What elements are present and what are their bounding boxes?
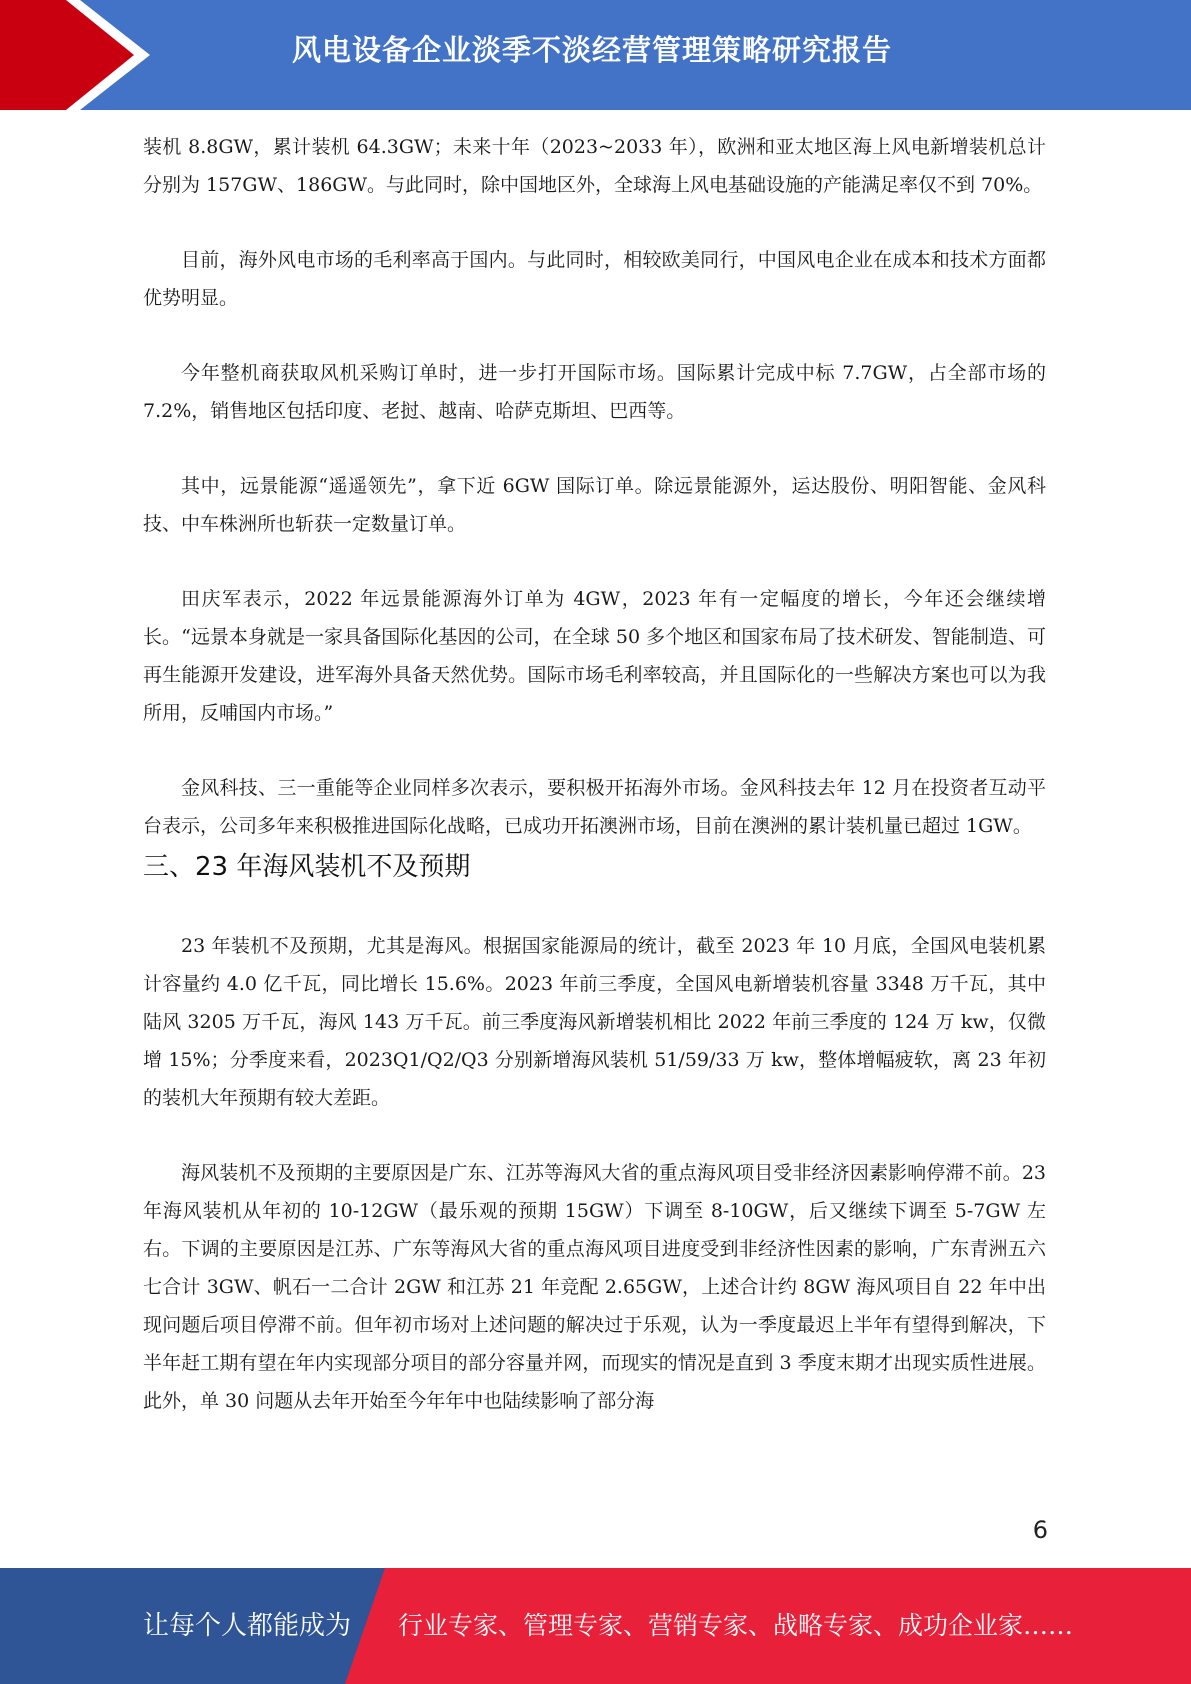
- paragraph-1: 装机 8.8GW，累计装机 64.3GW；未来十年（2023~2033 年），欧洲和亚太地区海上风电新增装机总计分别为 157GW、186GW。与此同时，除中国地区外，全球海上风电基础设施的产能满足率仅不到 70%。: [143, 136, 1046, 196]
- section-heading: 三、23 年海风装机不及预期: [143, 852, 471, 882]
- paragraph-7: 23 年装机不及预期，尤其是海风。根据国家能源局的统计，截至 2023 年 10 月底，全国风电装机累计容量约 4.0 亿千瓦，同比增长 15.6%。2023 年前三季度，全国风电新增装机容量 3348 万千瓦，其中陆风 3205 万千瓦，海风 143 万千瓦。前三季度海风新增装机相比 2022 年前三季度的 124 万 kw，仅微增 15%；分季度来看，2023Q1/Q2/Q3 分别新增海风装机 51/59/33 万 kw，整体增幅疲软，离 23 年初的装机大年预期有较大差距。: [143, 935, 1046, 1109]
- footer-slogan-right: 行业专家、管理专家、营销专家、战略专家、成功企业家……: [398, 1611, 1074, 1640]
- main-content: [143, 128, 1046, 1457]
- page-header: [0, 0, 1191, 110]
- paragraph-3: 今年整机商获取风机采购订单时，进一步打开国际市场。国际累计完成中标 7.7GW，占全部市场的 7.2%，销售地区包括印度、老挝、越南、哈萨克斯坦、巴西等。: [143, 362, 1046, 422]
- page-number: 6: [1032, 1516, 1048, 1544]
- paragraph-6: 金风科技、三一重能等企业同样多次表示，要积极开拓海外市场。金风科技去年 12 月在投资者互动平台表示，公司多年来积极推进国际化战略，已成功开拓澳洲市场，目前在澳洲的累计装机量已超过 1GW。: [143, 777, 1046, 837]
- paragraph-5: 田庆军表示，2022 年远景能源海外订单为 4GW，2023 年有一定幅度的增长，今年还会继续增长。“远景本身就是一家具备国际化基因的公司，在全球 50 多个地区和国家布局了技术研发、智能制造、可再生能源开发建设，进军海外具备天然优势。国际市场毛利率较高，并且国际化的一些解决方案也可以为我所用，反哺国内市场。”: [143, 588, 1046, 724]
- paragraph-2: 目前，海外风电市场的毛利率高于国内。与此同时，相较欧美同行，中国风电企业在成本和技术方面都优势明显。: [143, 249, 1046, 309]
- paragraph-4: 其中，远景能源“遥遥领先”，拿下近 6GW 国际订单。除远景能源外，运达股份、明阳智能、金风科技、中车株洲所也斩获一定数量订单。: [143, 475, 1046, 535]
- paragraph-8: 海风装机不及预期的主要原因是广东、江苏等海风大省的重点海风项目受非经济因素影响停滞不前。23 年海风装机从年初的 10-12GW（最乐观的预期 15GW）下调至 8-10GW，后又继续下调至 5-7GW 左右。下调的主要原因是江苏、广东等海风大省的重点海风项目进度受到非经济性因素的影响，广东青洲五六七合计 3GW、帆石一二合计 2GW 和江苏 21 年竞配 2.65GW，上述合计约 8GW 海风项目自 22 年中出现问题后项目停滞不前。但年初市场对上述问题的解决过于乐观，认为一季度最迟上半年有望得到解决，下半年赶工期有望在年内实现部分项目的部分容量并网，而现实的情况是直到 3 季度末期才出现实质性进展。此外，单 30 问题从去年开始至今年年中也陆续影响了部分海: [143, 1162, 1046, 1412]
- report-title: 风电设备企业淡季不淡经营管理策略研究报告: [292, 33, 893, 67]
- page-footer: [0, 1568, 1191, 1684]
- footer-slogan-left: 让每个人都能成为: [143, 1611, 352, 1641]
